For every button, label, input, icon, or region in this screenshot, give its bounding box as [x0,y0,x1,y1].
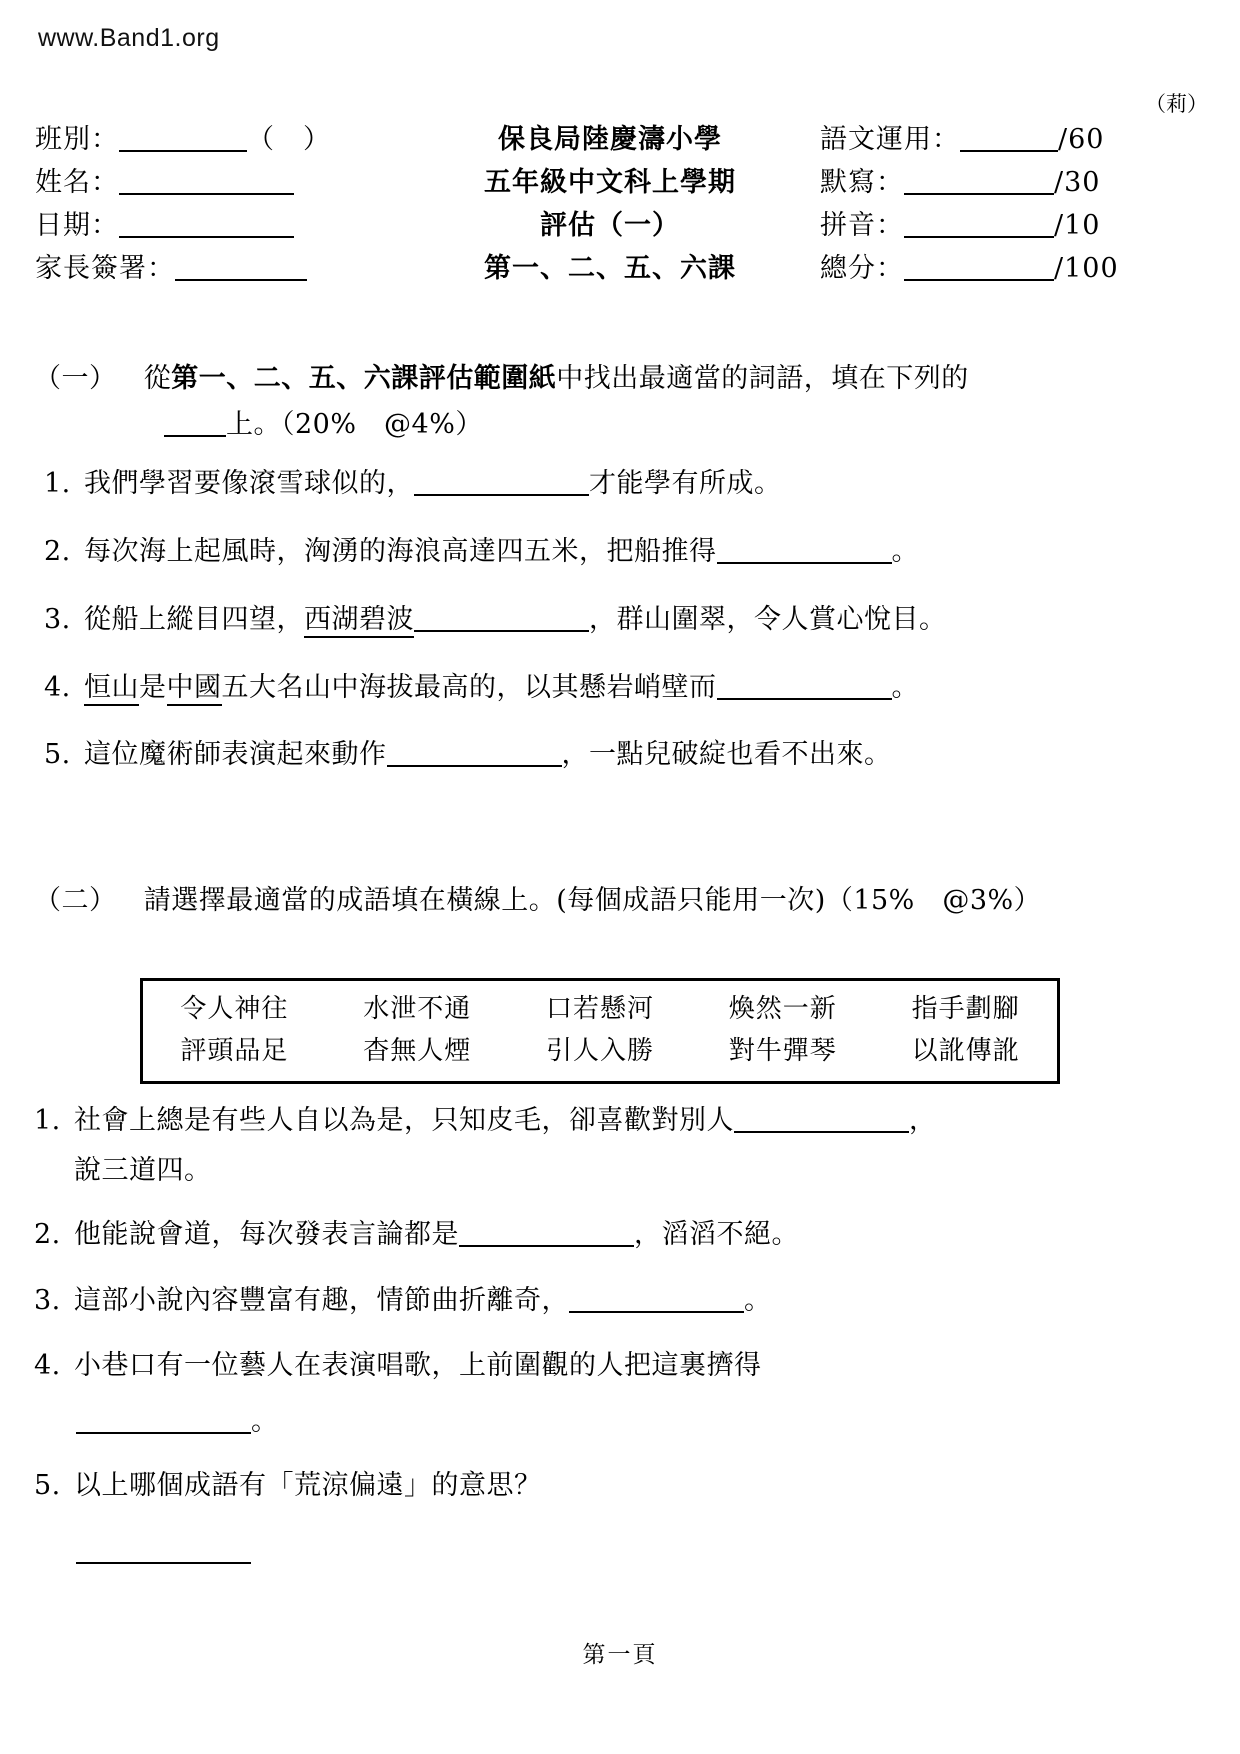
field-date-blank[interactable] [119,211,294,238]
field-class-blank[interactable] [119,125,247,152]
s1-q3-underlined: 西湖碧波 [304,604,414,638]
idiom-row-2 [143,1030,1057,1072]
s1-question-4 [44,667,1219,709]
s1-q1-number: 1. [44,468,71,499]
header-score-fields [820,118,1210,290]
section-2-instruction [34,880,1209,922]
header-school-info [430,118,790,290]
section-1-instruction [34,358,1209,400]
field-name-label: 姓名： [35,167,119,198]
page-footer: 第一頁 [582,1642,658,1668]
idiom-item[interactable]: 對牛彈琴 [728,1036,837,1066]
s2-q4-number: 4. [34,1350,61,1382]
s1-q5-after: ，一點兒破綻也看不出來。 [561,739,892,771]
s2-q1-line2: 說三道四。 [74,1154,212,1186]
s2-q5-blank[interactable] [76,1538,251,1564]
s1-q5-before: 這位魔術師表演起來動作 [84,739,387,771]
s1-q3-after: ，群山圍翠，令人賞心悅目。 [589,603,947,635]
field-name-blank[interactable] [119,168,294,195]
s2-question-1 [34,1100,1219,1142]
s2-q2-before: 他能說會道，每次發表言論都是 [74,1218,459,1250]
section-1-instruction-part2: 中找出最適當的詞語，填在下列的 [556,363,969,394]
s2-q5-before: 以上哪個成語有「荒涼偏遠」的意思？ [74,1470,542,1502]
score-dictation-label: 默寫： [820,167,904,198]
s2-q1-number: 1. [34,1105,61,1136]
s1-q1-blank[interactable] [414,470,589,496]
section-1-instruction-bold: 第一、二、五、六課評估範圍紙 [171,363,557,394]
s2-q1-after: ， [909,1105,937,1136]
s1-question-2 [44,531,1219,573]
s2-question-5 [34,1465,1219,1507]
assessment-line: 評估（一） [540,210,680,241]
s1-q1-after: 才能學有所成。 [589,468,782,499]
section-1 [34,358,1209,446]
section-1-sample-blank [164,411,226,437]
score-total [820,247,1210,290]
field-parent-signature [35,247,425,290]
s1-q2-blank[interactable] [717,538,892,564]
s1-q3-before: 從船上縱目四望， [84,603,304,635]
s1-q5-blank[interactable] [387,741,562,767]
s1-q4-underlined-2: 中國 [167,672,222,706]
score-total-label: 總分： [820,253,904,284]
s1-q4-mid: 是 [139,671,167,703]
score-pinyin [820,204,1210,247]
idiom-item[interactable]: 煥然一新 [728,994,837,1024]
score-dictation-total: /30 [1054,167,1101,198]
s2-q4-before: 小巷口有一位藝人在表演唱歌，上前圍觀的人把這裏擠得 [74,1350,762,1382]
s1-q2-after: 。 [891,535,919,567]
section-1-instruction-line2 [164,404,1209,446]
score-language-use-total: /60 [1058,124,1105,155]
s2-q1-before: 社會上總是有些人自以為是，只知皮毛，卻喜歡對別人 [74,1105,734,1136]
corner-note: （莉） [1145,92,1208,116]
field-parent-signature-label: 家長簽署： [35,253,175,284]
score-dictation [820,161,1210,204]
site-watermark: www.Band1.org [38,24,220,52]
s2-q2-blank[interactable] [459,1221,634,1247]
field-class-suffix: （ ） [247,124,331,155]
s1-question-3 [44,599,1219,641]
s2-q3-before: 這部小說內容豐富有趣，情節曲折離奇， [74,1284,569,1316]
s1-q4-underlined-1: 恒山 [84,672,139,706]
score-total-total: /100 [1054,253,1119,284]
s1-q4-number: 4. [44,671,71,703]
s2-q3-blank[interactable] [569,1287,744,1313]
s2-q5-answer-line [76,1531,1219,1573]
score-language-use-label: 語文運用： [820,124,960,155]
s1-q2-before: 每次海上起風時，洶湧的海浪高達四五米，把船推得 [84,535,717,567]
field-date [35,204,425,247]
s1-question-5 [44,734,1219,776]
section-1-marker: （一） [34,363,117,394]
school-name: 保良局陸慶濤小學 [498,124,722,155]
s1-question-1 [44,463,1219,505]
section-1-questions [44,463,1219,776]
field-name [35,161,425,204]
section-1-instruction-part1: 從 [143,363,172,394]
s2-q2-after: ，滔滔不絕。 [634,1218,799,1250]
idiom-item[interactable]: 杳無人煙 [363,1036,472,1066]
header-block [30,118,1210,293]
s1-q3-number: 3. [44,603,71,635]
header-student-fields [35,118,425,290]
subject-line: 五年級中文科上學期 [484,167,736,198]
idiom-row-1 [143,988,1057,1030]
s2-q4-blank[interactable] [76,1408,251,1434]
s2-q4-answer-line [76,1401,1219,1443]
s1-q4-after: 。 [891,671,919,703]
s1-q4-blank[interactable] [717,674,892,700]
idiom-item[interactable]: 水泄不通 [363,994,472,1024]
s2-q1-blank[interactable] [734,1107,909,1133]
s1-q2-number: 2. [44,535,71,567]
s2-q3-after: 。 [744,1284,772,1316]
scope-line: 第一、二、五、六課 [484,253,736,284]
s1-q4-rest: 五大名山中海拔最高的，以其懸岩峭壁而 [221,671,717,703]
section-2-questions [34,1100,1219,1573]
field-class-label: 班別： [35,124,119,155]
score-language-use [820,118,1210,161]
idiom-item[interactable]: 以訛傳訛 [911,1036,1020,1066]
score-pinyin-label: 拼音： [820,210,904,241]
s2-question-4 [34,1345,1219,1387]
field-date-label: 日期： [35,210,119,241]
s2-q5-number: 5. [34,1470,61,1502]
s1-q1-before: 我們學習要像滾雪球似的， [84,468,414,499]
score-pinyin-total: /10 [1054,210,1101,241]
s2-question-3 [34,1280,1219,1322]
score-total-blank[interactable] [904,254,1054,281]
score-dictation-blank[interactable] [904,168,1054,195]
score-language-use-blank[interactable] [960,125,1058,152]
section-2-instruction-text: 請選擇最適當的成語填在橫線上。(每個成語只能用一次)（15% @3%） [143,885,1042,916]
idiom-word-bank [140,978,1060,1084]
idiom-item[interactable]: 令人神往 [180,994,289,1024]
score-pinyin-blank[interactable] [904,211,1054,238]
idiom-item[interactable]: 評頭品足 [180,1036,289,1066]
s2-q3-number: 3. [34,1284,61,1316]
idiom-item[interactable]: 引人入勝 [545,1036,654,1066]
s1-q5-number: 5. [44,739,71,771]
s1-q3-blank[interactable] [414,606,589,632]
idiom-item[interactable]: 口若懸河 [545,994,654,1024]
field-parent-signature-blank[interactable] [175,254,307,281]
idiom-item[interactable]: 指手劃腳 [911,994,1020,1024]
s2-question-2 [34,1214,1219,1256]
s2-q2-number: 2. [34,1218,61,1250]
s2-q4-after: 。 [251,1406,279,1438]
field-class [35,118,425,161]
section-2-marker: （二） [34,885,117,916]
section-1-instruction-line2-suffix: 上。（20% @4%） [226,408,483,440]
